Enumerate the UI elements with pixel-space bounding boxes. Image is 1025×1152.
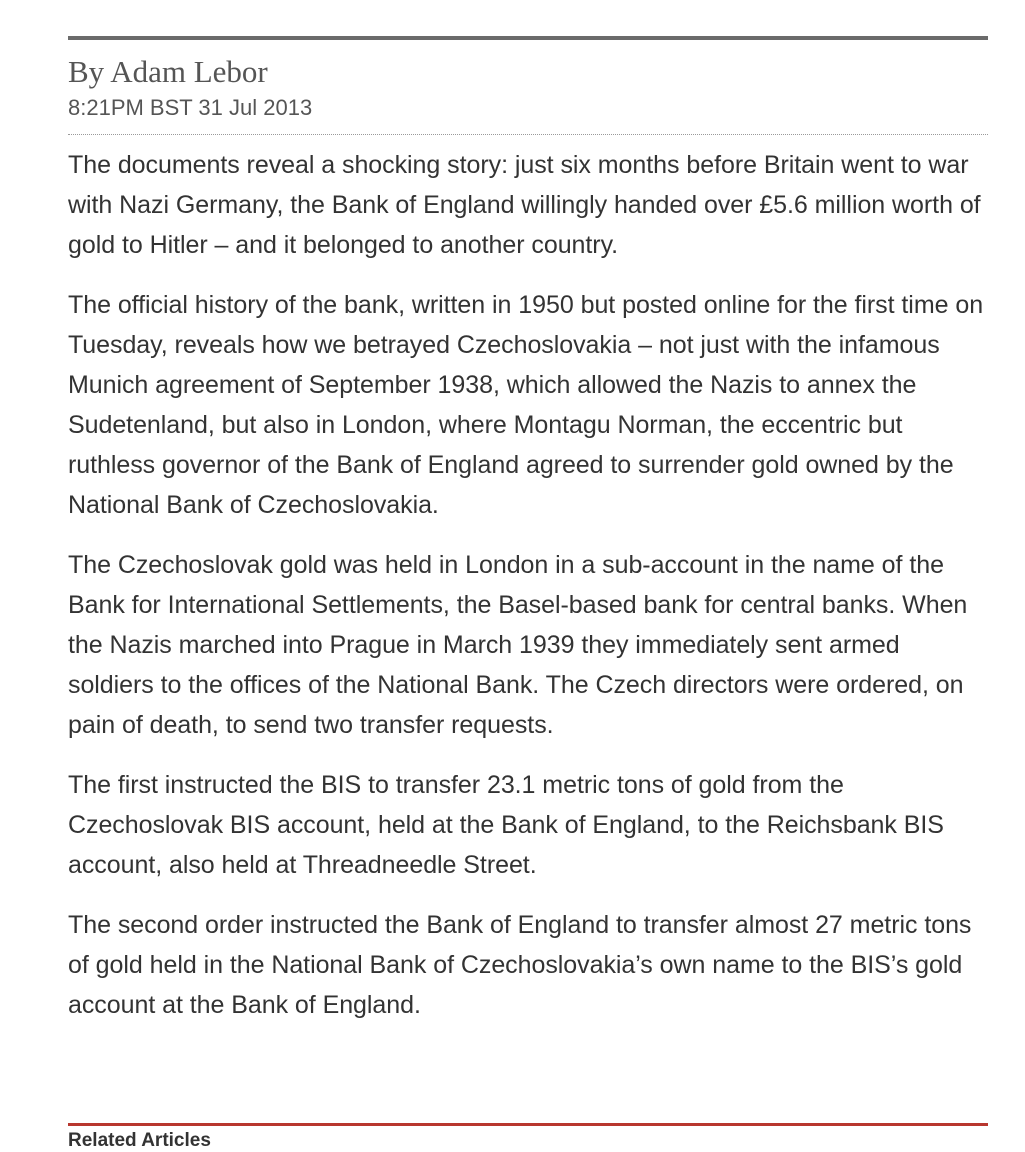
article-paragraph: The first instructed the BIS to transfer 23.1 metric tons of gold from the Czechoslovak BIS account, held at the Bank of England, to the Reichsbank BIS account, also held at Threadneedle Street. <box>68 771 944 879</box>
article-paragraph: The second order instructed the Bank of England to transfer almost 27 metric tons of gold held in the National Bank of Czechoslovakia’s own name to the BIS’s gold account at the Bank of England. <box>68 911 972 1019</box>
byline: By Adam Lebor <box>68 54 268 89</box>
article-timestamp: 8:21PM BST 31 Jul 2013 <box>68 95 313 120</box>
article-body <box>68 145 988 1025</box>
article <box>68 36 988 1045</box>
article-paragraph: The Czechoslovak gold was held in London in a sub-account in the name of the Bank for International Settlements, the Basel-based bank for central banks. When the Nazis marched into Prague in March 1939 they immediately sent armed soldiers to the offices of the National Bank. The Czech directors were ordered, on pain of death, to send two transfer requests. <box>68 551 968 739</box>
related-divider <box>68 1123 988 1126</box>
article-paragraph: The documents reveal a shocking story: just six months before Britain went to war with Nazi Germany, the Bank of England willingly handed over £5.6 million worth of gold to Hitler – and it belonged to another country. <box>68 151 981 259</box>
related-articles-heading[interactable]: Related Articles <box>68 1130 211 1151</box>
dotted-divider <box>68 134 988 135</box>
article-paragraph: The official history of the bank, written in 1950 but posted online for the first time on Tuesday, reveals how we betrayed Czechoslovakia – not just with the infamous Munich agreement of September 1938, which allowed the Nazis to annex the Sudetenland, but also in London, where Montagu Norman, the eccentric but ruthless governor of the Bank of England agreed to surrender gold owned by the National Bank of Czechoslovakia. <box>68 291 984 519</box>
top-divider <box>68 36 988 40</box>
